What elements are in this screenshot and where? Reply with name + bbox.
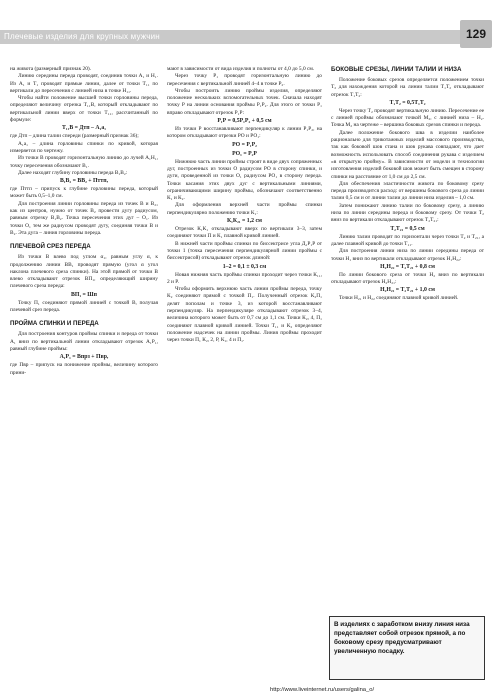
formula: В₁В₂ = ВВ₂ + Пттп, (59, 178, 109, 185)
paragraph: Для обеспечения эластичности живота по боковому срезу переда производится расход: от вершины бокового среза до линии талии 0,5 см и от линии талии до линии низа изделия – 1,0 см. (331, 180, 484, 202)
section-heading: БОКОВЫЕ СРЕЗЫ, ЛИНИИ ТАЛИИ И НИЗА (331, 66, 462, 73)
paragraph: где Дтп – длина талии спереди (размерный признак 36); (10, 133, 139, 140)
header-title: Плечевые изделия для крупных мужчин (4, 32, 160, 41)
formula: Н₂Н₂₁ = Т₂Т₂₁ + 1,0 см (380, 287, 435, 294)
paragraph: В нижней части проймы спинки по биссектрисе угла Д₁Р₁Р от точки 1 (точка пересечения перпендикулярной линии проймы с биссектрисой) откладывают отрезок длиной: (167, 240, 322, 262)
formula: Р₁Р = 0,5Р₁Р₂ + 0,5 см (217, 118, 272, 125)
formula: Н₂Н₂₂ = Т₂Т₂₁ + 0,8 см (380, 263, 435, 270)
paragraph: А₁а₁ – длина горловины спинки по кривой, которая измеряется по чертежу. (10, 140, 158, 154)
paragraph: Для построения контуров проймы спинки и переда от точки А₁ вниз по вертикальной линии откладывают отрезок А₁Р₁, равный глубине проймы: (10, 331, 158, 352)
formula: РО = Р₁Р₂ (232, 141, 257, 148)
paragraph: По линии бокового среза от точки Н₂ вниз по вертикали откладывают отрезок Н₂Н₂₁: (331, 271, 484, 286)
paragraph: где Пвр – припуск на понижение проймы, величину которого прини- (10, 362, 158, 376)
paragraph: Далее положение бокового шва в изделии наиболее рационально для трикотажных изделий массового производства, так как боковой шов стана и шов рукава совпадают, что дает возможность использовать способ соединения рукава с изделием «в открытую пройму». В зависимости от модели и технологии изготовления изделий боковой шов может быть смещен в сторону спинки на расстояние от 1,0 см до 2,5 см. (331, 129, 484, 180)
column-1 (10, 66, 158, 377)
section-heading: ПЛЕЧЕВОЙ СРЕЗ ПЕРЕДА (10, 243, 91, 251)
column-3 (331, 66, 484, 303)
paragraph: Чтобы найти положение высшей точки горловины переда, определяют величину отрезка Т₁₁В, который откладывают по вертикальной линии вверх от точки Т₁₁, рассчитанный по формуле: (10, 95, 158, 124)
paragraph: Линию талии проводят по горизонтали через точки Т₂ и Т₂₁, а далее плавной кривой до точки Т₁₁. (331, 233, 484, 247)
paragraph: где Пттп – припуск к глубине горловины переда, который может быть 0,5–1,0 см. (10, 186, 158, 200)
paragraph: Из точки В влево под углом α₁, равным углу α, к продолжению линии ВВ₁ проводят прямую (угол α угол наклона плечевого среза спинки). На этой прямой от точки В влево откладывают отрезок ВП₁, определяющий ширину плечевого среза переда: (10, 254, 158, 290)
paragraph: на живота (размерный признак 20). (10, 66, 92, 72)
section-heading: ПРОЙМА СПИНКИ И ПЕРЕДА (10, 320, 99, 328)
paragraph: Затем понижают линию талии по боковому срезу, а линию низа по линии середины переда и боковому срезу. От точки Т₂ вниз по вертикали откладывают отрезок Т₂Т₂₁: (331, 202, 484, 224)
paragraph: Чтобы оформить верхнюю часть линии проймы переда, точку К₂ соединяют прямой с точкой П₁. Полученный отрезок К₂П₁ делят пополам и точке 3, из которой восстанавливают перпендикуляр. На перпендикуляре откладывают отрезок 3–4, величина которого может быть от 0,7 см до 1,1 см. Точки К₂, 4, П₁ соединяют плавной кривой линией. Точки Т₁₁ и К₂ определяют положение надсечек на линии проймы. Линия проймы проходит через точки П₁ К₂, 2, Р, К₁, 4 и П₁. (167, 286, 322, 344)
formula: Т₁₁В = Дтп – А₁а₁ (62, 125, 106, 132)
paragraph: Далее находят глубину горловины переда В₁В₂: (18, 169, 128, 176)
paragraph: Линию середины переда проводят, соединив точки А₁ и Н₁. Из А₁ и Т₁ проводят прямые линии, далее от точки Т₁₁ по вертикали до пересечения с линией низа в точке Н₁₁. (10, 73, 158, 94)
formula: ВП₁ = Шп (70, 291, 98, 298)
page-number: 129 (460, 20, 492, 48)
paragraph: Отрезок К₁К₁ откладывают вверх по вертикали 3–3, затем соединяют точки П и К₁ плавной кривой линией. (167, 226, 322, 240)
paragraph: Для построения линии низа по линии середины переда от точки Н₁ вниз по вертикали откладывают отрезок Н₁Н₂₂: (331, 248, 484, 262)
paragraph: Новая нижняя часть проймы спинки проходит через точки К₁₁, 2 и Р. (167, 271, 322, 285)
formula: Т₁Т₂ = 0,5Т₁Т₂ (389, 99, 426, 106)
formula: РО₁ = Р₂Р (232, 150, 257, 157)
formula: А₁Р₁ = Впрз + Пвр, (59, 354, 109, 361)
paragraph: Точку П₁ соединяют прямой линией с точкой В, получая плечевой срез переда. (10, 299, 158, 314)
paragraph: Для построения линии горловины переда из точек В и В₂₁ как из центров, нужно от точек В₂ провести дугу радиусом, равным отрезку В₁В₂. Точка пересечения этих дуг – О₁. Из точки О₁ тем же радиусом проводят дугу, соединяя точки В и В₂. Эта дуга – линия горловины переда. (10, 200, 158, 236)
footer-url[interactable]: http://www.liveinternet.ru/users/galina_o/ (270, 687, 375, 693)
callout-box: В изделиях с заработком внизу линия низа представляет собой отрезок прямой, а по боковому срезу предусматривают увеличенную посадку. (329, 616, 485, 680)
column-2 (167, 66, 322, 345)
paragraph: Положение боковых срезов определяется положением точки Т₂ для нахождения которой на линии талии Т₁Т₂ откладывают отрезок Т₁Т₂: (331, 77, 484, 98)
paragraph: Точки Н₂₁ и Н₂₂ соединяют плавной кривой линией. (339, 295, 459, 302)
paragraph: Нижнюю часть линии проймы строят в виде двух сопряженных дуг, построенных из точки О радиусом РО в сторону спинки, и дуги, проведенной из точки О₁ радиусом РО₁ в сторону переда. Точки касания этих двух дуг с вертикальными линиями, ограничивающими ширину проймы, обозначают соответственно К₁ и К₂. (167, 158, 322, 202)
formula: Т₂Т₂₁ = 0,5 см (390, 225, 425, 232)
page-header (0, 0, 494, 58)
paragraph: Из точки Р восстанавливают перпендикуляр к линии Р₁Р₂, на котором откладывают отрезки РО и РО₁: (167, 126, 322, 140)
formula: К₁К₂₁ = 1,2 см (226, 218, 263, 225)
paragraph: Из точки В проводят горизонтальную линию до лучей А₁Н₁, точку пересечения обозначают В₁. (10, 155, 158, 169)
paragraph: Чтобы построить линию проймы изделия, определяют положение нескольких вспомогательных точек. Сначала находят точку Р на линии основания проймы Р₁Р₂. Для этого от точки Р₁ вправо откладывают отрезок Р₁Р: (167, 87, 322, 116)
paragraph: мают в зависимости от вида изделия и полноты от 4,0 до 5,0 см. (167, 66, 315, 72)
paragraph: Через точку Р₁ проводят горизонтальную линию до пересечения с вертикальной линией 4–4 в точке Р₂. (167, 73, 322, 87)
paragraph: Через точку Т₂ проводят вертикальную линию. Пересечение ее с линией проймы обозначают точкой М₂, с линией низа – Н₂. Точка М₂ на чертеже – вершина боковых срезов спинки и переда. (331, 107, 484, 129)
paragraph: Для оформления верхней части проймы спинки перпендикулярно положению точки К₁: (167, 202, 322, 216)
formula: 1–2 = 0,1 ± 0,3 см (222, 263, 267, 270)
